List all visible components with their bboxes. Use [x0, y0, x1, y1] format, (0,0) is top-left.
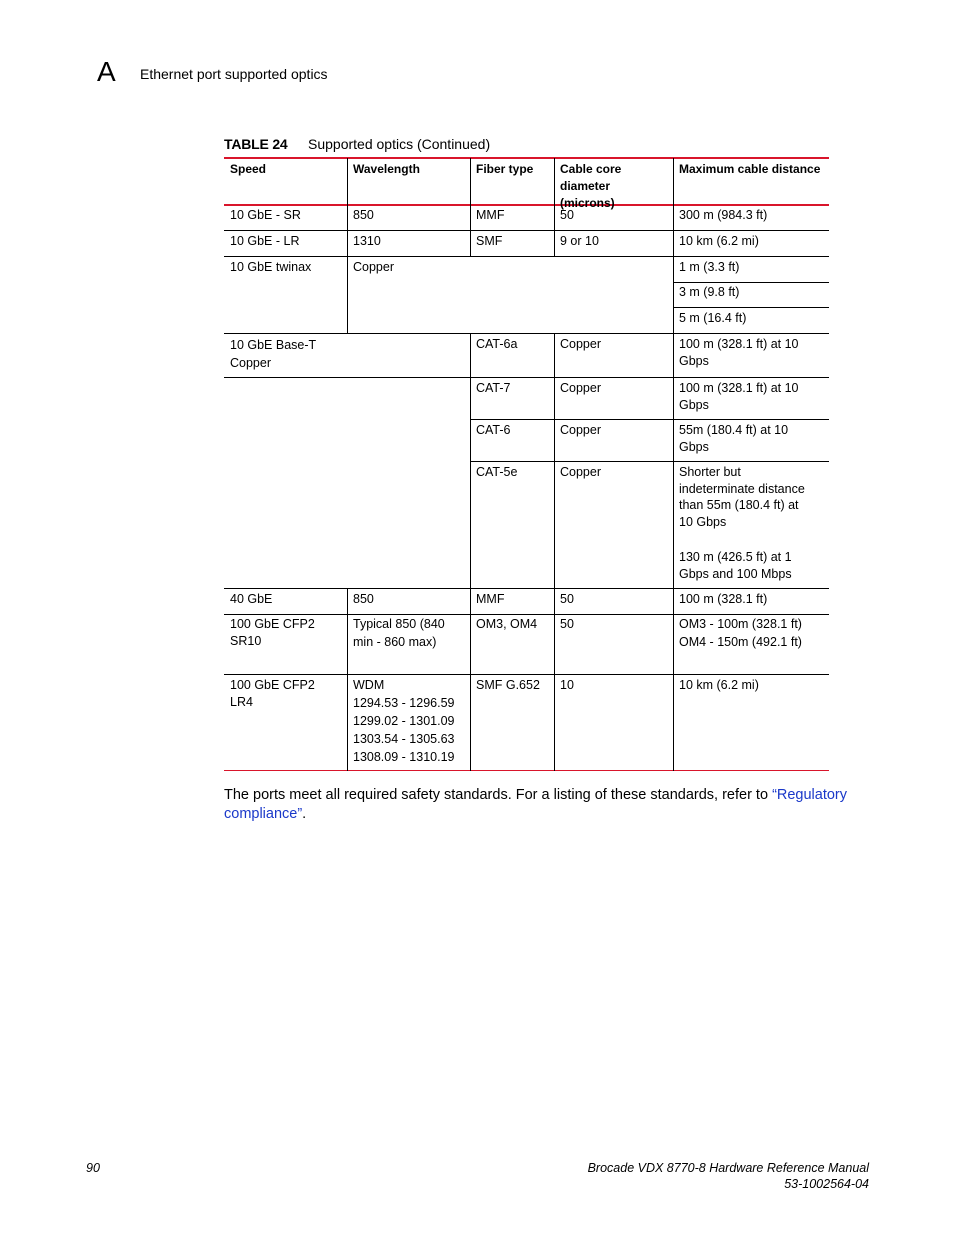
cell-speed: 100 GbE CFP2 LR4 [230, 678, 315, 709]
regulatory-compliance-link[interactable]: “Regulatory compliance” [224, 787, 848, 822]
cell-distance: 10 km (6.2 mi) [679, 678, 759, 692]
row-divider [224, 674, 829, 675]
cell-distance: 3 m (9.8 ft) [679, 285, 740, 299]
row-divider [470, 419, 829, 420]
row-divider [224, 377, 829, 378]
cell-fiber: CAT-7 [476, 381, 511, 395]
cell-distance: 5 m (16.4 ft) [679, 311, 747, 325]
manual-title: Brocade VDX 8770-8 Hardware Reference Manual [587, 1161, 869, 1175]
col-divider [554, 333, 555, 771]
cell-core: Copper [560, 465, 601, 479]
cell-distance: 100 m (328.1 ft) at 10 Gbps [679, 337, 799, 368]
cell-fiber: MMF [476, 592, 505, 606]
row-divider [224, 256, 829, 257]
cell-core: 50 [560, 592, 574, 606]
cell-fiber: OM3, OM4 [476, 617, 538, 631]
cell-fiber: CAT-6 [476, 423, 511, 437]
cell-core: Copper [560, 337, 601, 351]
cell-core: 50 [560, 617, 574, 631]
row-divider [224, 230, 829, 231]
cell-wavelength: 1294.53 - 1296.59 [353, 696, 455, 710]
cell-wavelength: 850 [353, 208, 374, 222]
cell-core: Copper [560, 423, 601, 437]
table-caption-title: Supported optics (Continued) [308, 136, 491, 152]
cell-distance: 55m (180.4 ft) at 10 Gbps [679, 423, 789, 454]
cell-wavelength: 1308.09 - 1310.19 [353, 750, 455, 764]
cell-distance: OM3 - 100m (328.1 ft) [679, 617, 802, 631]
row-divider [673, 282, 829, 283]
cell-wavelength: 850 [353, 592, 374, 606]
row-divider [224, 333, 829, 334]
cell-distance: Shorter but indeterminate distance than 55m (180.4 ft) at 10 Gbps [679, 465, 805, 529]
cell-fiber: CAT-5e [476, 465, 518, 479]
row-divider [224, 614, 829, 615]
table-top-rule [224, 157, 829, 159]
cell-distance: 1 m (3.3 ft) [679, 260, 740, 274]
header-wavelength: Wavelength [353, 162, 420, 176]
cell-speed: 10 GbE twinax [230, 260, 312, 274]
cell-speed: 100 GbE CFP2 SR10 [230, 617, 315, 648]
cell-distance: 100 m (328.1 ft) at 10 Gbps [679, 381, 799, 412]
cell-distance: 10 km (6.2 mi) [679, 234, 759, 248]
cell-fiber: CAT-6a [476, 337, 518, 351]
body-paragraph [224, 786, 864, 824]
cell-wavelength: 1303.54 - 1305.63 [353, 732, 455, 746]
cell-wavelength: 1299.02 - 1301.09 [353, 714, 455, 728]
cell-core: 10 [560, 678, 574, 692]
cell-wavelength: Copper [353, 260, 394, 274]
row-divider [673, 307, 829, 308]
cell-core: Copper [560, 381, 601, 395]
doc-number: 53-1002564-04 [784, 1177, 869, 1191]
body-text: The ports meet all required safety standards. For a listing of these standards, refer to [224, 787, 773, 803]
cell-wavelength: 1310 [353, 234, 381, 248]
chapter-letter: A [97, 56, 116, 87]
header-speed: Speed [230, 162, 267, 176]
section-title: Ethernet port supported optics [140, 66, 328, 82]
header-fiber-type: Fiber type [476, 162, 534, 176]
cell-distance: 100 m (328.1 ft) [679, 592, 768, 606]
cell-wavelength: WDM [353, 678, 385, 692]
body-text-end: . [302, 806, 307, 822]
page-number: 90 [86, 1161, 100, 1175]
row-divider [470, 461, 829, 462]
cell-distance: 130 m (426.5 ft) at 1 Gbps and 100 Mbps [679, 550, 792, 581]
cell-core: 50 [560, 208, 574, 222]
cell-core: 9 or 10 [560, 234, 599, 248]
header-max-distance: Maximum cable distance [679, 162, 821, 176]
cell-fiber: MMF [476, 208, 505, 222]
cell-speed: 40 GbE [230, 592, 273, 606]
cell-speed: 10 GbE - LR [230, 234, 300, 248]
cell-speed: 10 GbE - SR [230, 208, 301, 222]
table-caption-label: TABLE 24 [224, 136, 288, 152]
cell-fiber: SMF [476, 234, 503, 248]
cell-fiber: SMF G.652 [476, 678, 540, 692]
header-core-diameter: Cable core diameter (microns) [560, 162, 622, 210]
col-divider [470, 333, 471, 771]
table-bottom-rule [224, 770, 829, 771]
cell-distance: OM4 - 150m (492.1 ft) [679, 635, 802, 649]
cell-speed: 10 GbE Base-T Copper [230, 338, 316, 370]
header-bottom-rule [224, 204, 829, 206]
cell-wavelength: Typical 850 (840 min - 860 max) [353, 617, 445, 649]
row-divider [224, 588, 829, 589]
cell-distance: 300 m (984.3 ft) [679, 208, 768, 222]
